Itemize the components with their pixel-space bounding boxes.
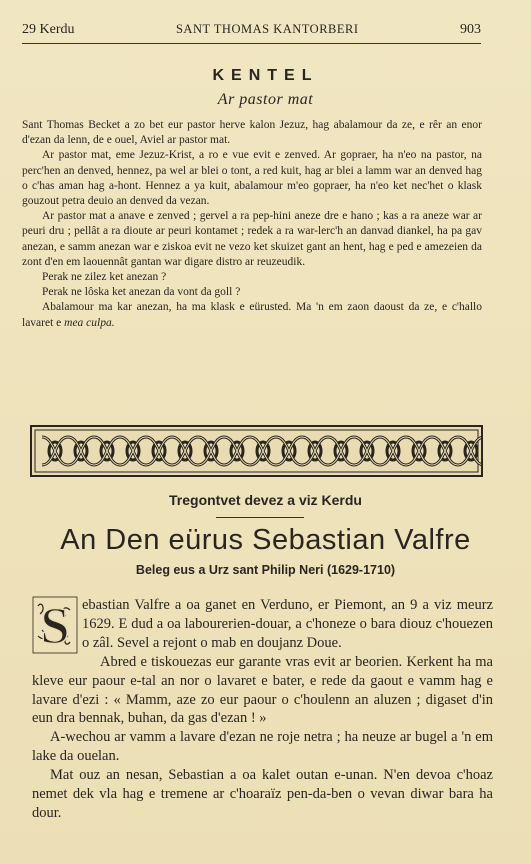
paragraph: Sant Thomas Becket a zo bet eur pastor herve kalon Jezuz, hag abalamour da ze, e rêr an enor d'ezan da lenn, de e ouel, Aviel ar pastor mat. xyxy=(22,119,482,147)
page-number: 903 xyxy=(460,22,481,37)
header-center: SANT THOMAS KANTORBERI xyxy=(175,22,359,36)
paragraph-italic: mea culpa. xyxy=(64,316,115,329)
drop-cap-letter xyxy=(32,596,78,654)
running-header xyxy=(22,22,481,42)
main-title: An Den eürus Sebastian Valfre xyxy=(60,524,471,556)
paragraph: Abred e tiskouezas eur garante vras evit ar beorien. Kerkent ha ma kleve eur paour e-tal an nor o lavaret e bater, e rede da gaout e vamm hag e lavare d'ezi : « Mamm, aze zo eur paour o c'houlenn an aluzen ; digaset d'in eun dra bennak, buhan, da gas d'ezan ! » xyxy=(32,653,493,727)
section-rule xyxy=(216,517,304,518)
paragraph: A-wechou ar vamm a lavare d'ezan ne roje netra ; ha neuze ar bugel a 'n em lake da ouelan. xyxy=(32,729,493,765)
article-subtitle: Ar pastor mat xyxy=(217,91,314,108)
header-left: 29 Kerdu xyxy=(22,22,75,37)
paragraph: Perak ne zilez ket anezan ? xyxy=(42,271,167,284)
header-rule xyxy=(22,43,481,44)
main-byline: Beleg eus a Urz sant Philip Neri (1629-1710) xyxy=(135,563,396,577)
paragraph: Mat ouz an nesan, Sebastian a oa kalet outan e-unan. N'en devoa c'hoaz nemet dek vla hag e tremene ar c'hoaraïz pen-da-ben o vevan diwar bara ha dour. xyxy=(32,767,493,821)
paragraph: Perak ne lôska ket anezan da vont da goll ? xyxy=(42,286,241,299)
drop-cap xyxy=(32,596,82,654)
article-title: KENTEL xyxy=(212,67,319,84)
ornamental-band xyxy=(30,425,483,477)
article-body xyxy=(22,118,482,331)
paragraph: Ar pastor mat, eme Jezuz-Krist, a ro e vue evit e zenved. Ar gopraer, ha n'eo na pastor, na perc'hen an denved, hennez, pa wel ar blei o tont, a red kuit, hag ar blei a lamm war an denved hag o c'has aman hag a-hont. Hennez a ya kuit, abalamour m'eo gopraer, ha n'eo ket nec'het o klask gouzout petra deuio an denved da vezan. xyxy=(22,149,482,208)
drop-cap-glyph: S xyxy=(40,598,70,654)
main-body xyxy=(32,596,493,823)
paragraph-last xyxy=(22,300,482,330)
paragraph-text: Abalamour ma kar anezan, ha ma klask e eürusted. Ma 'n em zaon daoust da ze, e c'hallo lavaret e xyxy=(22,301,482,329)
section-title: Tregontvet devez a viz Kerdu xyxy=(169,492,362,508)
knotwork-ornament xyxy=(32,427,481,475)
paragraph: Ar pastor mat a anave e zenved ; gervel a ra pep-hini aneze dre e hano ; kas a ra aneze war ar peuri dru ; pellât a ra dioute ar peuri kontamet ; redek a ra war-lerc'h an danvad diankel, ha pa gav anezan, e samm anezan war e ziskoa evit ne vezo ket skuizet gant an hent, hag e ped e amezeien da zont d'en em laouennât gantan war digare distro ar reuzeudik. xyxy=(22,210,482,268)
paragraph: ebastian Valfre a oa ganet en Verduno, er Piemont, an 9 a viz meurz 1629. E dud a oa labourerien-douar, a c'honeze o bara diouz c'houezen o zâl. Sevel a rejont o mab en doujanz Doue. xyxy=(82,597,493,651)
